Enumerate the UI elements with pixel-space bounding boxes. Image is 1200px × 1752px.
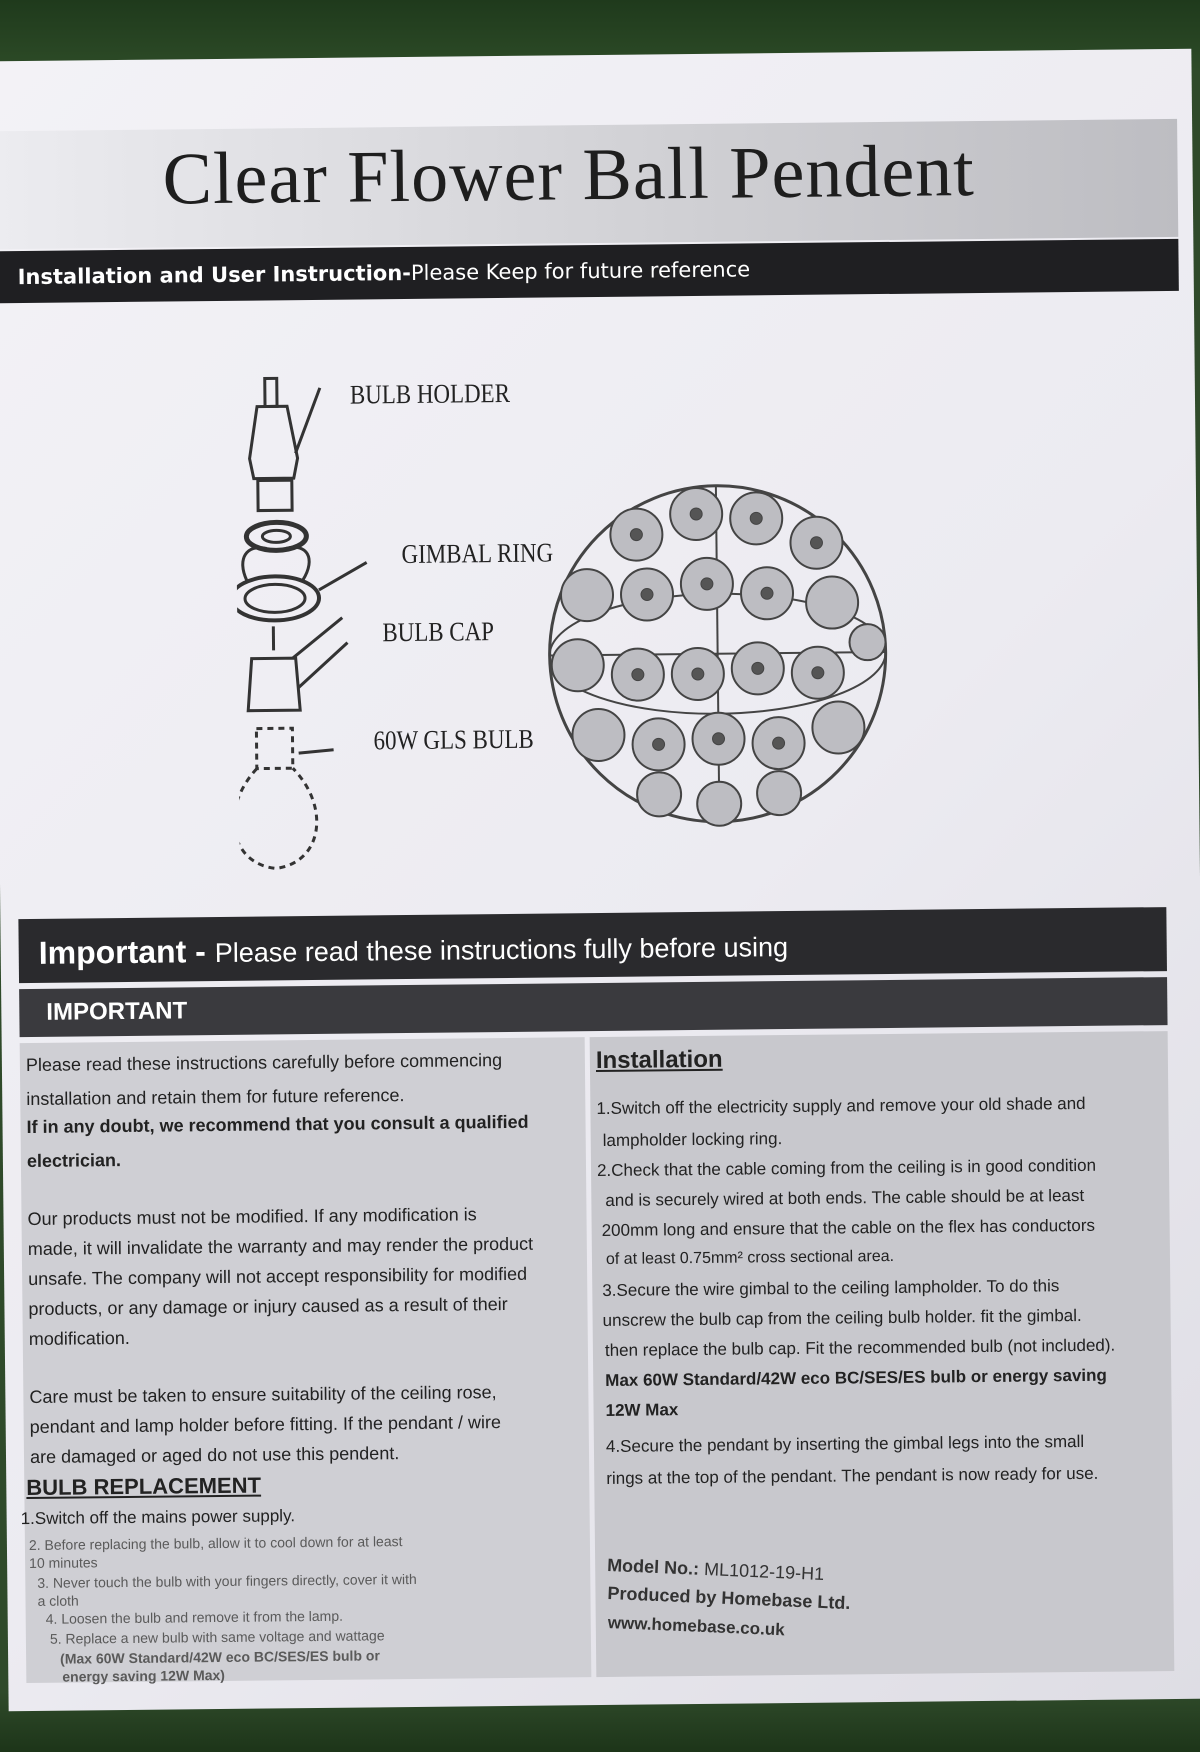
left-text-line: pendant and lamp holder before fitting. If the pendant / wire [29,1412,502,1438]
left-bold-line: electrician. [26,1150,122,1172]
bulb-step: 4. Loosen the bulb and remove it from the lamp. [45,1607,344,1627]
install-line-bold: 12W Max [605,1400,679,1420]
bulb-step: 10 minutes [29,1554,98,1572]
producer-line: Produced by Homebase Ltd. [607,1582,851,1614]
bulb-step: energy saving 12W Max) [62,1666,226,1685]
subtitle-bold: Installation and User Instruction- [17,260,412,290]
label-gls-bulb: 60W GLS BULB [373,723,534,756]
install-line: of at least 0.75mm² cross sectional area. [605,1247,895,1268]
important-bar [18,907,1167,983]
install-line: 4.Secure the pendant by inserting the gimbal legs into the small [605,1431,1085,1456]
model-number: ML1012-19-H1 [703,1559,825,1585]
install-line: rings at the top of the pendant. The pendant is now ready for use. [606,1463,1099,1488]
important-text: Please read these instructions fully before using [214,932,789,969]
bulb-step: 1.Switch off the mains power supply. [20,1506,296,1529]
instruction-sheet [0,49,1200,1711]
subtitle-bar [0,239,1179,303]
model-label: Model No.: [606,1554,700,1579]
left-text-line: modification. [28,1327,130,1350]
parts-illustration [235,351,940,878]
install-line: 200mm long and ensure that the cable on the flex has conductors [601,1215,1096,1241]
bulb-replacement-heading: BULB REPLACEMENT [26,1472,262,1501]
document-title: Clear Flower Ball Pendent [162,130,976,221]
subtitle-light: Please Keep for future reference [410,257,751,285]
parts-diagram [235,351,940,878]
bulb-step: a cloth [37,1592,79,1609]
install-line: and is securely wired at both ends. The cable should be at least [605,1185,1085,1210]
installation-heading: Installation [595,1045,723,1075]
bulb-step: 5. Replace a new bulb with same voltage and wattage [49,1627,385,1647]
left-text-line: unsafe. The company will not accept responsibility for modified [28,1263,528,1290]
install-line: 3.Secure the wire gimbal to the ceiling lampholder. To do this [602,1276,1060,1300]
install-line: then replace the bulb cap. Fit the recommended bulb (not included). [604,1335,1116,1360]
left-text-line: made, it will invalidate the warranty and may render the product [27,1233,534,1260]
left-text-line: installation and retain them for future reference. [26,1085,405,1110]
left-text-line: Please read these instructions carefully before commencing [25,1050,503,1076]
install-line: 1.Switch off the electricity supply and remove your old shade and [596,1093,1086,1119]
important-heading: IMPORTANT [19,977,1167,1037]
website-line: www.homebase.co.uk [607,1612,786,1640]
install-line: lampholder locking ring. [602,1129,783,1150]
label-bulb-cap: BULB CAP [382,616,495,648]
left-text-line: are damaged or aged do not use this pendent. [29,1443,400,1467]
label-gimbal-ring: GIMBAL RING [401,537,554,570]
important-bold: Important - [38,933,215,971]
install-line-bold: Max 60W Standard/42W eco BC/SES/ES bulb or energy saving [605,1365,1107,1390]
bulb-step: 2. Before replacing the bulb, allow it to cool down for at least [28,1533,403,1554]
bulb-step: 3. Never touch the bulb with your fingers directly, cover it with [37,1570,417,1591]
left-text-line: products, or any damage or injury caused as a result of their [28,1293,508,1320]
model-line [607,1555,825,1585]
right-column [590,1031,1175,1677]
left-text-line: Care must be taken to ensure suitability of the ceiling rose, [29,1382,497,1408]
install-line: unscrew the bulb cap from the ceiling bulb holder. fit the gimbal. [602,1305,1082,1330]
left-text-line: Our products must not be modified. If any modification is [27,1204,477,1230]
install-line: 2.Check that the cable coming from the ceiling is in good condition [596,1155,1097,1181]
label-bulb-holder: BULB HOLDER [349,377,511,410]
bulb-step: (Max 60W Standard/42W eco BC/SES/ES bulb or [60,1647,380,1667]
left-bold-line: If in any doubt, we recommend that you consult a qualified [26,1111,529,1138]
left-column [20,1037,592,1683]
